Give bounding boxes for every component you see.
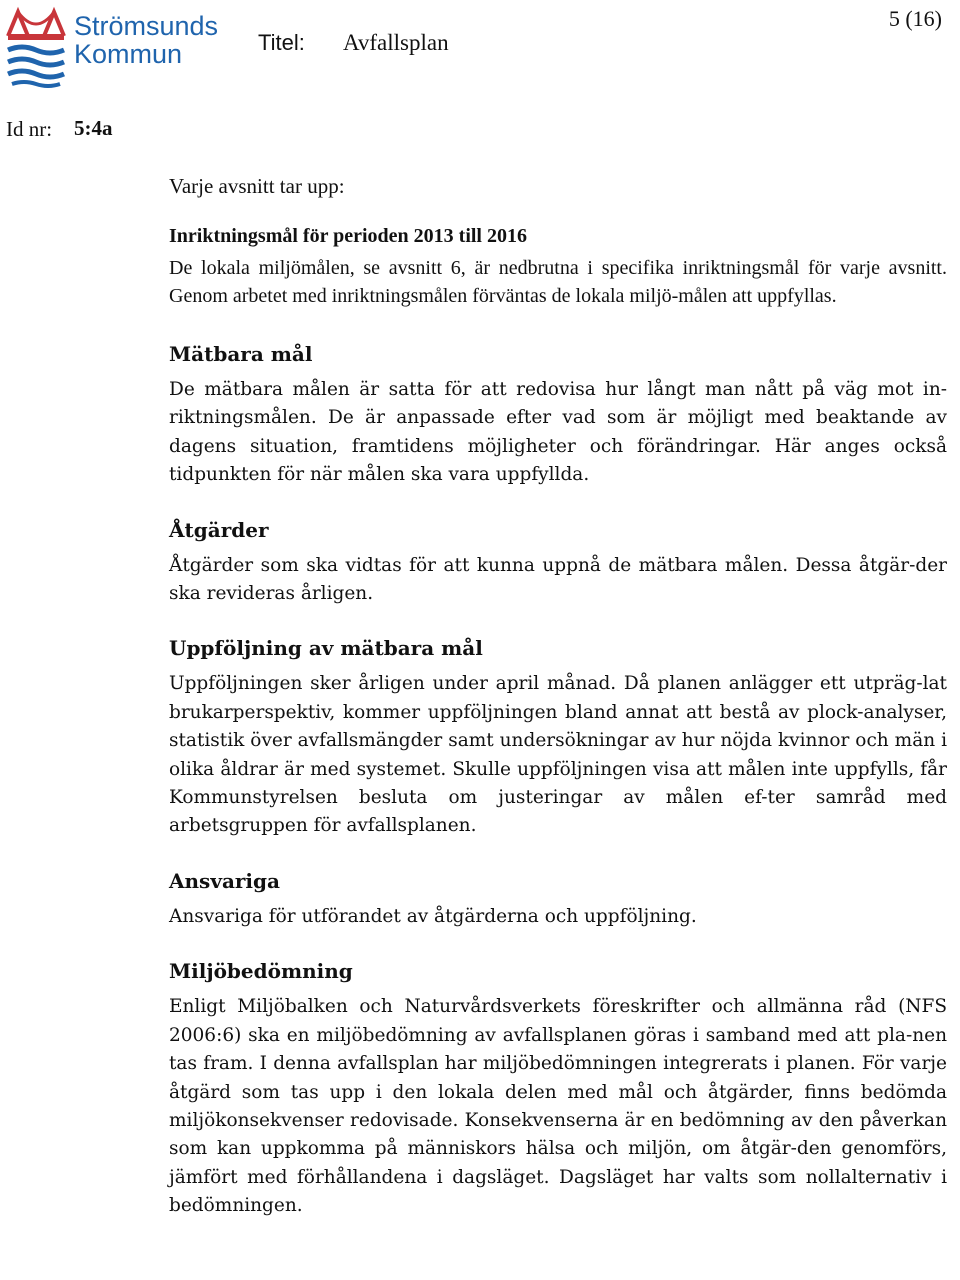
section-body: Åtgärder som ska vidtas för att kunna uppnå de mätbara målen. Dessa åtgär-der ska revideras årligen. xyxy=(169,554,947,605)
logo-wordmark xyxy=(74,12,218,68)
section-heading: Åtgärder xyxy=(169,517,269,542)
section-body: Ansvariga för utförandet av åtgärderna och uppföljning. xyxy=(169,905,697,927)
id-value: 5:4a xyxy=(74,116,113,140)
id-label: Id nr: xyxy=(6,117,53,141)
bridge-logo-icon xyxy=(6,6,66,88)
municipality-logo xyxy=(6,6,219,88)
section-heading: Miljöbedömning xyxy=(169,959,353,984)
title-label: Titel: xyxy=(258,30,305,55)
intro-text: Varje avsnitt tar upp: xyxy=(169,174,345,198)
document-title: Avfallsplan xyxy=(343,30,449,55)
section-heading: Uppföljning av mätbara mål xyxy=(169,636,483,661)
logo-name-line2: Kommun xyxy=(74,39,183,69)
section-body: Enligt Miljöbalken och Naturvårdsverkets föreskrifter och allmänna råd (NFS 2006:6) ska en miljöbedömning av avfallsplanen göras i samband med att pla-nen tas fram. I denna avfallsplan har miljöbedömningen integrerats i planen. För varje åtgärd som tas upp i den lokala delen med mål och åtgärder, finns bedömda miljökonsekvenser redovisade. Konsekvenserna är en bedömning av den påverkan som kan uppkomma på människors hälsa och miljön, om åtgär-den genomförs, jämfört med förhållandena i dagsläget. Dagsläget har valts som nollalternativ i bedömningen. xyxy=(169,996,947,1217)
logo-name-line1: Strömsunds xyxy=(74,11,219,41)
section-body: Uppföljningen sker årligen under april månad. Då planen anlägger ett utpräg-lat brukarperspektiv, kommer uppföljningen bland annat att bestå av plock-analyser, statistik över avfallsmängder samt undersökningar av hur nöjda kvinnor och män i olika åldrar är med systemet. Skulle uppföljningen visa att målen inte uppfylls, får Kommunstyrelsen besluta om justeringar av målen ef-ter samråd med arbetsgruppen för avfallsplanen. xyxy=(169,673,947,837)
page-number: 5 (16) xyxy=(888,6,942,31)
section-heading: Inriktningsmål för perioden 2013 till 2016 xyxy=(169,225,527,247)
section-body: De lokala miljömålen, se avsnitt 6, är nedbrutna i specifika inriktningsmål för varje avsnitt. Genom arbetet med inriktningsmålen förväntas de lokala miljö-målen att uppfyllas. xyxy=(169,257,947,307)
section-heading: Mätbara mål xyxy=(169,342,313,366)
document-body xyxy=(169,172,947,1247)
section-heading: Ansvariga xyxy=(169,868,280,893)
section-body: De mätbara målen är satta för att redovisa hur långt man nått på väg mot in-riktningsmålen. De är anpassade efter vad som är möjligt med beaktande av dagens situation, framtidens möjligheter och förändringar. Här anges också tidpunkten för när målen ska vara uppfyllda. xyxy=(169,379,947,486)
